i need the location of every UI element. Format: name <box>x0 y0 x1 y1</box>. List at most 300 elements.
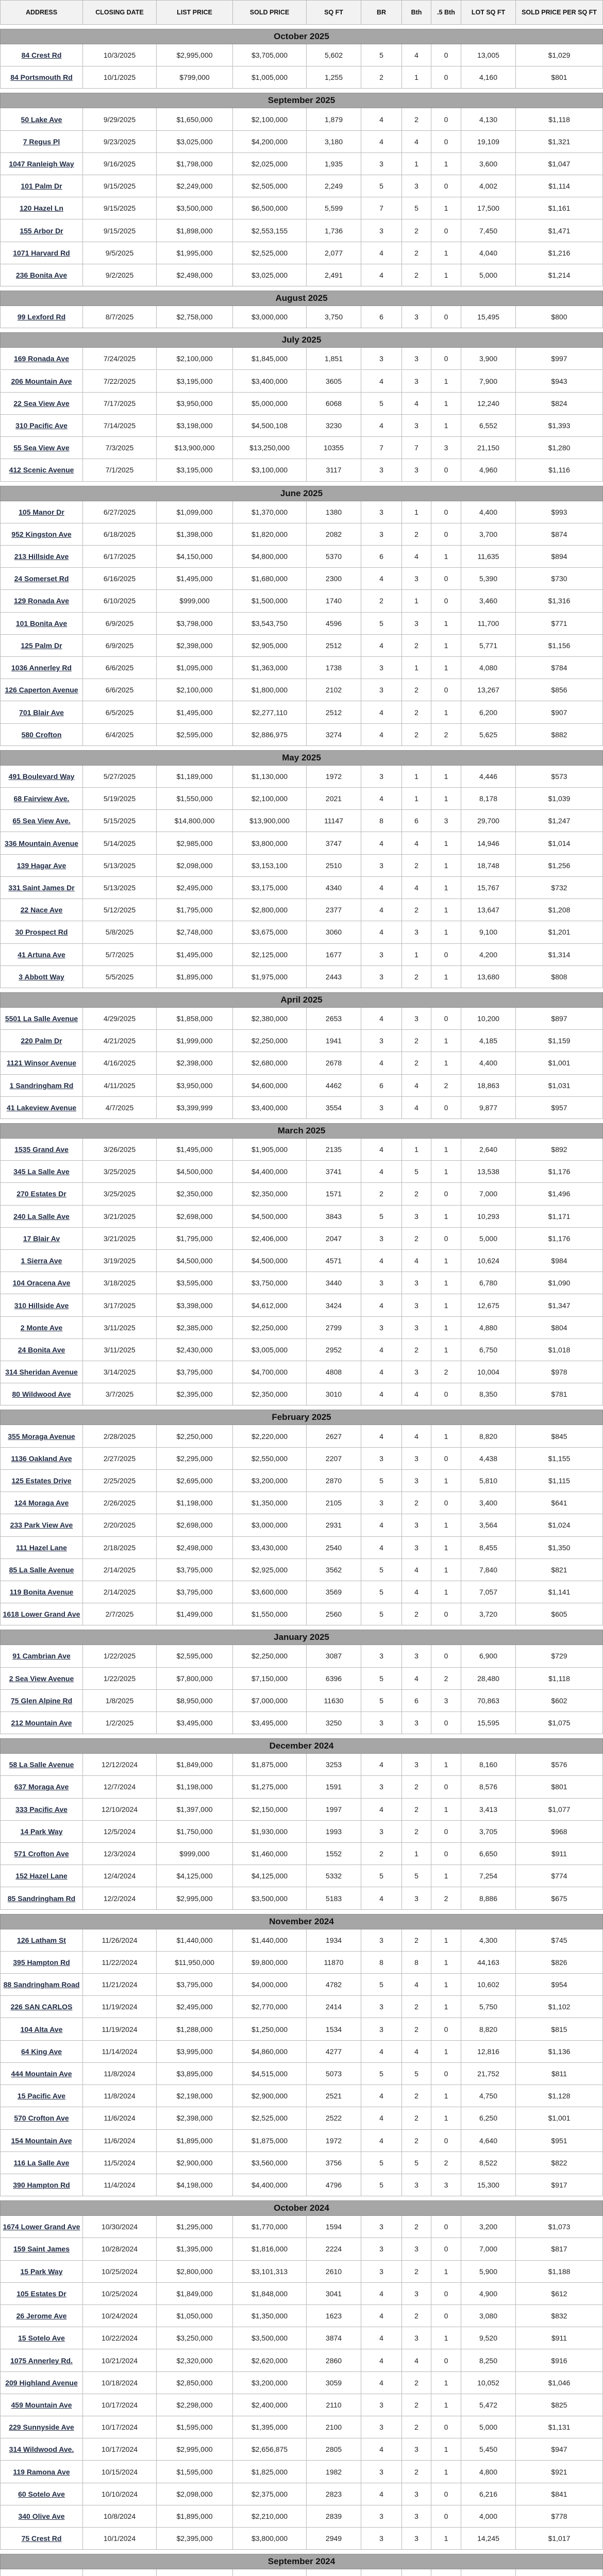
table-cell: 2512 <box>307 701 361 723</box>
table-cell: 29,700 <box>461 810 516 832</box>
address-link[interactable]: 1674 Lower Grand Ave <box>0 2216 83 2238</box>
table-cell: 1 <box>402 788 431 810</box>
table-cell: 6068 <box>307 393 361 415</box>
address-link[interactable]: 41 Artuna Ave <box>0 944 83 966</box>
table-cell: 4 <box>361 2438 402 2461</box>
address-link[interactable]: 395 Hampton Rd <box>0 1952 83 1974</box>
address-link[interactable]: 68 Fairview Ave. <box>0 788 83 810</box>
table-cell: 3747 <box>307 832 361 854</box>
table-cell: $2,985,000 <box>157 832 233 854</box>
address-link[interactable]: 125 Estates Drive <box>0 1470 83 1492</box>
table-cell: 1 <box>431 2394 461 2416</box>
table-cell: 15,495 <box>461 306 516 328</box>
table-cell: $2,385,000 <box>157 1317 233 1339</box>
table-cell: 4 <box>361 2041 402 2063</box>
table-cell: 2 <box>402 2018 431 2040</box>
address-link[interactable]: 26 Jerome Ave <box>0 2305 83 2327</box>
address-link[interactable]: 55 Sea View Ave <box>0 437 83 459</box>
table-cell: $1,350,000 <box>233 2305 307 2327</box>
table-cell: 9/2/2025 <box>83 264 157 286</box>
address-link[interactable]: 233 Park View Ave <box>0 1514 83 1536</box>
table-cell: 4,000 <box>461 2505 516 2528</box>
table-row <box>0 2528 603 2550</box>
table-cell: 3 <box>402 1294 431 1316</box>
address-link[interactable]: 30 Prospect Rd <box>0 921 83 943</box>
address-link[interactable]: 226 SAN CARLOS <box>0 1996 83 2018</box>
table-cell: $3,200,000 <box>233 2372 307 2394</box>
address-link[interactable]: 119 Bonita Avenue <box>0 1581 83 1603</box>
table-row <box>0 2152 603 2174</box>
table-cell: 1 <box>431 415 461 437</box>
table-cell: 5 <box>402 1161 431 1183</box>
address-link[interactable]: 355 Moraga Avenue <box>0 1425 83 1447</box>
address-link[interactable]: 1071 Harvard Rd <box>0 242 83 264</box>
table-cell: 5,771 <box>461 635 516 657</box>
table-cell: $921 <box>516 2461 603 2483</box>
address-link[interactable]: 240 La Salle Ave <box>0 1206 83 1228</box>
month-header: June 2025 <box>0 486 603 501</box>
address-link[interactable]: 637 Moraga Ave <box>0 1776 83 1798</box>
table-cell: 3 <box>361 2416 402 2438</box>
address-link[interactable]: 213 Hillside Ave <box>0 546 83 568</box>
table-cell: $3,195,000 <box>157 459 233 481</box>
address-link[interactable]: 580 Crofton <box>0 724 83 746</box>
address-link[interactable]: 1047 Ranleigh Way <box>0 153 83 175</box>
table-cell: $3,430,000 <box>233 1537 307 1559</box>
address-link[interactable]: 345 La Salle Ave <box>0 1161 83 1183</box>
table-cell: 1934 <box>307 1929 361 1952</box>
address-link[interactable]: 236 Bonita Ave <box>0 264 83 286</box>
table-cell: $1,595,000 <box>157 2461 233 2483</box>
table-cell: 5/13/2025 <box>83 855 157 877</box>
address-link[interactable]: 84 Portsmouth Rd <box>0 66 83 89</box>
address-link[interactable]: 212 Mountain Ave <box>0 1712 83 1734</box>
table-cell: $6,500,000 <box>233 197 307 219</box>
table-cell: $2,758,000 <box>157 306 233 328</box>
table-cell: 3 <box>361 2216 402 2238</box>
table-cell: 5/7/2025 <box>83 944 157 966</box>
address-link[interactable]: 75 Crest Rd <box>0 2528 83 2550</box>
table-cell: 2678 <box>307 1052 361 1074</box>
table-cell: 11/6/2024 <box>83 2130 157 2152</box>
address-link[interactable]: 336 Mountain Avenue <box>0 832 83 854</box>
table-cell: $1,031 <box>516 1075 603 1097</box>
address-link[interactable]: 15 Sotelo Ave <box>0 2327 83 2349</box>
table-cell: 8,576 <box>461 1776 516 1798</box>
table-cell: 4 <box>402 44 431 66</box>
table-cell: 3253 <box>307 1754 361 1776</box>
address-link[interactable]: 91 Cambrian Ave <box>0 1645 83 1667</box>
table-cell: $2,498,000 <box>157 264 233 286</box>
table-cell: 3/17/2025 <box>83 1294 157 1316</box>
table-cell: 1 <box>431 1317 461 1339</box>
table-cell: $2,098,000 <box>157 2483 233 2505</box>
table-cell: 3424 <box>307 1294 361 1316</box>
table-cell: 11/6/2024 <box>83 2107 157 2129</box>
table-cell: 4277 <box>307 2041 361 2063</box>
address-link[interactable]: 129 Ronada Ave <box>0 590 83 612</box>
table-cell: 7,254 <box>461 1865 516 1887</box>
table-cell: 10/25/2024 <box>83 2261 157 2283</box>
table-cell: 2 <box>402 523 431 546</box>
table-cell: 4 <box>402 1383 431 1405</box>
table-cell: 3 <box>402 2483 431 2505</box>
table-cell: $1,275,000 <box>233 1776 307 1798</box>
table-cell: 11/21/2024 <box>83 1974 157 1996</box>
table-cell: 3/18/2025 <box>83 1272 157 1294</box>
table-cell: $4,000,000 <box>233 1974 307 1996</box>
table-cell: 8 <box>361 810 402 832</box>
table-cell: 4,900 <box>461 2283 516 2305</box>
table-cell: $1,159 <box>516 1030 603 1052</box>
table-cell: 2952 <box>307 1339 361 1361</box>
table-row <box>0 1821 603 1843</box>
table-cell: $1,115 <box>516 1470 603 1492</box>
table-cell: 13,005 <box>461 44 516 66</box>
table-cell: 2870 <box>307 1470 361 1492</box>
address-link[interactable]: 126 Latham St <box>0 1929 83 1952</box>
table-cell: 2 <box>361 1183 402 1205</box>
address-link[interactable]: 206 Mountain Ave <box>0 370 83 393</box>
table-cell: 3,900 <box>461 348 516 370</box>
table-cell: 8,455 <box>461 1537 516 1559</box>
table-cell: $815 <box>516 2018 603 2040</box>
address-link[interactable]: 209 Highland Avenue <box>0 2372 83 2394</box>
table-cell: $5,000,000 <box>233 393 307 415</box>
table-cell: $1,999,000 <box>157 1030 233 1052</box>
table-row <box>0 2305 603 2327</box>
table-cell: 4 <box>402 1581 431 1603</box>
address-link[interactable]: 119 Ramona Ave <box>0 2461 83 2483</box>
address-link[interactable]: 5501 La Salle Avenue <box>0 1008 83 1030</box>
table-cell: 4,446 <box>461 766 516 788</box>
table-row <box>0 1996 603 2018</box>
address-link[interactable]: 105 Estates Dr <box>0 2283 83 2305</box>
table-cell: 4/16/2025 <box>83 1052 157 1074</box>
address-link[interactable]: 571 Crofton Ave <box>0 1843 83 1865</box>
table-cell: 5073 <box>307 2063 361 2085</box>
table-cell: 1 <box>431 1294 461 1316</box>
table-cell: 3 <box>402 2327 431 2349</box>
month-header: April 2025 <box>0 992 603 1008</box>
address-link[interactable]: 570 Crofton Ave <box>0 2107 83 2129</box>
table-cell: 5,810 <box>461 1470 516 1492</box>
address-link[interactable]: 17 Blair Av <box>0 1228 83 1250</box>
table-cell: $3,100,000 <box>233 459 307 481</box>
table-row <box>0 1974 603 1996</box>
table-cell: 3,600 <box>461 153 516 175</box>
table-cell: 1 <box>431 1865 461 1887</box>
address-link[interactable]: 1 Sandringham Rd <box>0 1075 83 1097</box>
address-link[interactable]: 84 Crest Rd <box>0 44 83 66</box>
table-cell: $2,298,000 <box>157 2394 233 2416</box>
address-link[interactable]: 50 Lake Ave <box>0 108 83 130</box>
table-cell: 9/5/2025 <box>83 242 157 264</box>
address-link[interactable]: 14 Park Way <box>0 1821 83 1843</box>
address-link[interactable]: 22 Nace Ave <box>0 899 83 921</box>
table-cell: 1 <box>402 1843 431 1865</box>
table-cell: $1,350 <box>516 1537 603 1559</box>
address-link[interactable]: 1535 Grand Ave <box>0 1139 83 1161</box>
table-cell: 2/25/2025 <box>83 1470 157 1492</box>
table-cell: 4 <box>402 832 431 854</box>
table-cell: 2/14/2025 <box>83 1581 157 1603</box>
table-cell: $3,560,000 <box>233 2152 307 2174</box>
table-cell: $1,090 <box>516 1272 603 1294</box>
table-cell: $947 <box>516 2438 603 2461</box>
table-cell: $3,675,000 <box>233 921 307 943</box>
table-cell: 5,390 <box>461 568 516 590</box>
address-link[interactable]: 1136 Oakland Ave <box>0 1448 83 1470</box>
table-cell: 4596 <box>307 613 361 635</box>
address-link[interactable]: 58 La Salle Avenue <box>0 1754 83 1776</box>
table-cell: 1 <box>431 370 461 393</box>
table-cell: $2,900,000 <box>233 2085 307 2107</box>
table-cell: 5/12/2025 <box>83 899 157 921</box>
table-cell: 8,820 <box>461 2018 516 2040</box>
address-link[interactable]: 99 Lexford Rd <box>0 306 83 328</box>
address-link[interactable]: 340 Olive Ave <box>0 2505 83 2528</box>
table-cell: 10,052 <box>461 2372 516 2394</box>
table-cell: 8 <box>361 1952 402 1974</box>
table-row <box>0 437 603 459</box>
table-cell: 5 <box>361 1470 402 1492</box>
table-cell: 1 <box>431 832 461 854</box>
address-link[interactable]: 333 Pacific Ave <box>0 1799 83 1821</box>
table-cell: $2,350,000 <box>233 1383 307 1405</box>
table-cell: $1,397,000 <box>157 1799 233 1821</box>
table-cell: 4 <box>361 877 402 899</box>
address-link[interactable]: 80 Wildwood Ave <box>0 1383 83 1405</box>
address-link[interactable]: 15 Pacific Ave <box>0 2085 83 2107</box>
address-link[interactable]: 7 Regus Pl <box>0 131 83 153</box>
address-link[interactable]: 101 Bonita Ave <box>0 613 83 635</box>
address-link[interactable]: 1121 Winsor Avenue <box>0 1052 83 1074</box>
address-link[interactable]: 104 Oracena Ave <box>0 1272 83 1294</box>
table-cell: 10/17/2024 <box>83 2416 157 2438</box>
table-cell: $1,875,000 <box>233 2130 307 2152</box>
table-cell: 1 <box>431 1799 461 1821</box>
table-cell: $1,102 <box>516 1996 603 2018</box>
table-cell: 4 <box>361 701 402 723</box>
table-cell: 3 <box>402 1361 431 1383</box>
table-cell: 0 <box>431 1603 461 1625</box>
table-cell: $1,171 <box>516 1206 603 1228</box>
table-cell: 6,200 <box>461 701 516 723</box>
table-row <box>0 2041 603 2063</box>
table-cell: 1,879 <box>307 108 361 130</box>
address-link[interactable]: 104 Alta Ave <box>0 2018 83 2040</box>
table-cell: 6 <box>361 546 402 568</box>
table-cell: 2 <box>402 635 431 657</box>
address-link[interactable]: 24 Somerset Rd <box>0 568 83 590</box>
table-cell: 3 <box>361 1317 402 1339</box>
table-cell: 10,293 <box>461 1206 516 1228</box>
header-cell: .5 Bth <box>431 0 461 25</box>
address-link[interactable]: 139 Hagar Ave <box>0 855 83 877</box>
table-cell: 1571 <box>307 1183 361 1205</box>
address-link[interactable]: 1036 Annerley Rd <box>0 657 83 679</box>
table-cell: 7,000 <box>461 1183 516 1205</box>
table-cell: $1,075 <box>516 1712 603 1734</box>
address-link[interactable]: 220 Palm Dr <box>0 1030 83 1052</box>
address-link[interactable]: 64 King Ave <box>0 2041 83 2063</box>
address-link[interactable]: 65 Sea View Ave. <box>0 810 83 832</box>
address-link[interactable]: 390 Hampton Rd <box>0 2174 83 2196</box>
table-row <box>0 2438 603 2461</box>
address-link[interactable]: 155 Arbor Dr <box>0 219 83 242</box>
table-cell: 0 <box>431 1008 461 1030</box>
address-link[interactable]: 229 Sunnyside Ave <box>0 2416 83 2438</box>
address-link[interactable]: 120 Hazel Ln <box>0 197 83 219</box>
address-link[interactable]: 75 Glen Alpine Rd <box>0 1690 83 1712</box>
address-link[interactable]: 22 Sea View Ave <box>0 393 83 415</box>
table-cell: 3562 <box>307 1559 361 1581</box>
address-link[interactable]: 159 Saint James <box>0 2238 83 2260</box>
table-cell: 4 <box>361 1250 402 1272</box>
table-cell: 4 <box>361 131 402 153</box>
table-cell: 8,178 <box>461 788 516 810</box>
table-cell: 9/15/2025 <box>83 219 157 242</box>
table-cell: $1,288,000 <box>157 2018 233 2040</box>
address-link[interactable]: 2 Monte Ave <box>0 1317 83 1339</box>
table-row <box>0 613 603 635</box>
address-link[interactable]: 154 Mountain Ave <box>0 2130 83 2152</box>
table-row <box>0 921 603 943</box>
table-cell: 2540 <box>307 1537 361 1559</box>
address-link[interactable]: 105 Manor Dr <box>0 501 83 523</box>
table-cell: $3,399,999 <box>157 1097 233 1119</box>
address-link[interactable]: 152 Hazel Lane <box>0 1865 83 1887</box>
table-cell: 2 <box>402 108 431 130</box>
table-cell: $2,100,000 <box>157 348 233 370</box>
address-link[interactable]: 124 Moraga Ave <box>0 1492 83 1514</box>
address-link[interactable]: 1618 Lower Grand Ave <box>0 1603 83 1625</box>
address-link[interactable]: 60 Sotelo Ave <box>0 2483 83 2505</box>
table-row <box>0 1250 603 1272</box>
table-cell: 1 <box>431 1425 461 1447</box>
address-link[interactable]: 85 La Salle Avenue <box>0 1559 83 1581</box>
address-link[interactable]: 310 Hillside Ave <box>0 1294 83 1316</box>
table-cell: 0 <box>431 2283 461 2305</box>
address-link[interactable]: 491 Boulevard Way <box>0 766 83 788</box>
address-link[interactable]: 101 Palm Dr <box>0 175 83 197</box>
address-link[interactable]: 314 Sheridan Avenue <box>0 1361 83 1383</box>
table-cell: $605 <box>516 1603 603 1625</box>
table-cell: 2 <box>361 66 402 89</box>
table-cell: 4 <box>361 1887 402 1909</box>
table-cell: $1,363,000 <box>233 657 307 679</box>
table-cell: $2,400,000 <box>233 2394 307 2416</box>
table-cell: $13,250,000 <box>233 437 307 459</box>
table-cell: $1,650,000 <box>157 108 233 130</box>
table-cell: 0 <box>431 175 461 197</box>
table-cell: 15,767 <box>461 877 516 899</box>
table-cell: 11/14/2024 <box>83 2041 157 2063</box>
table-cell: $1,460,000 <box>233 1843 307 1865</box>
table-cell: 0 <box>431 1228 461 1250</box>
section-gap <box>0 1910 603 1914</box>
header-cell: SOLD PRICE PER SQ FT <box>516 0 603 25</box>
address-link[interactable]: 1 Sierra Ave <box>0 1250 83 1272</box>
table-cell: $2,925,000 <box>233 1559 307 1581</box>
table-cell: $3,500,000 <box>233 1887 307 1909</box>
table-row <box>0 2327 603 2349</box>
address-link[interactable]: 125 Palm Dr <box>0 635 83 657</box>
table-cell: 3 <box>361 2238 402 2260</box>
address-link[interactable]: 444 Mountain Ave <box>0 2063 83 2085</box>
address-link[interactable]: 15 Park Way <box>0 2261 83 2283</box>
table-cell: $1,680,000 <box>233 568 307 590</box>
table-cell: 3 <box>361 219 402 242</box>
address-link[interactable]: 3 Abbott Way <box>0 966 83 988</box>
table-row <box>0 415 603 437</box>
table-row <box>0 2216 603 2238</box>
address-link[interactable]: 41 Lakeview Avenue <box>0 1097 83 1119</box>
table-row <box>0 855 603 877</box>
table-cell: 1380 <box>307 501 361 523</box>
address-link[interactable]: 24 Bonita Ave <box>0 1339 83 1361</box>
table-cell: 4782 <box>307 1974 361 1996</box>
table-row <box>0 899 603 921</box>
address-link[interactable]: 331 Saint James Dr <box>0 877 83 899</box>
address-link[interactable]: 116 La Salle Ave <box>0 2152 83 2174</box>
address-link[interactable]: 1075 Annerley Rd. <box>0 2349 83 2371</box>
address-link[interactable]: 270 Estates Dr <box>0 1183 83 1205</box>
table-cell: $3,250,000 <box>157 2327 233 2349</box>
table-cell: 4 <box>361 108 402 130</box>
table-row <box>0 459 603 481</box>
header-cell: Bth <box>402 0 431 25</box>
address-link[interactable]: 126 Caperton Avenue <box>0 679 83 701</box>
table-cell: 1 <box>431 1974 461 1996</box>
table-cell: $2,250,000 <box>233 1317 307 1339</box>
month-header: November 2024 <box>0 1914 603 1929</box>
address-link[interactable] <box>0 2569 83 2576</box>
address-link[interactable]: 412 Scenic Avenue <box>0 459 83 481</box>
table-cell: 3 <box>402 1008 431 1030</box>
table-cell: 3 <box>402 1317 431 1339</box>
table-cell: $1,496 <box>516 1183 603 1205</box>
table-cell: 1 <box>431 1929 461 1952</box>
address-link[interactable]: 111 Hazel Lane <box>0 1537 83 1559</box>
address-link[interactable]: 85 Sandringham Rd <box>0 1887 83 1909</box>
table-cell: 10/17/2024 <box>83 2438 157 2461</box>
address-link[interactable]: 2 Sea View Avenue <box>0 1668 83 1690</box>
table-cell: $3,398,000 <box>157 1294 233 1316</box>
address-link[interactable]: 169 Ronada Ave <box>0 348 83 370</box>
table-cell: 3,460 <box>461 590 516 612</box>
table-row <box>0 1030 603 1052</box>
table-cell: 7/1/2025 <box>83 459 157 481</box>
table-cell: 3 <box>402 1754 431 1776</box>
address-link[interactable]: 88 Sandringham Road <box>0 1974 83 1996</box>
table-cell: 10/30/2024 <box>83 2216 157 2238</box>
address-link[interactable]: 314 Wildwood Ave. <box>0 2438 83 2461</box>
table-cell: 8 <box>402 1952 431 1974</box>
table-cell: 12/10/2024 <box>83 1799 157 1821</box>
table-cell: $2,220,000 <box>233 1425 307 1447</box>
table-cell: 5 <box>361 1581 402 1603</box>
table-cell: 9/15/2025 <box>83 197 157 219</box>
table-cell: $1,161 <box>516 197 603 219</box>
address-link[interactable]: 952 Kingston Ave <box>0 523 83 546</box>
address-link[interactable]: 701 Blair Ave <box>0 701 83 723</box>
address-link[interactable]: 459 Mountain Ave <box>0 2394 83 2416</box>
table-cell: $821 <box>516 1559 603 1581</box>
address-link[interactable]: 310 Pacific Ave <box>0 415 83 437</box>
table-cell: 3 <box>402 1470 431 1492</box>
